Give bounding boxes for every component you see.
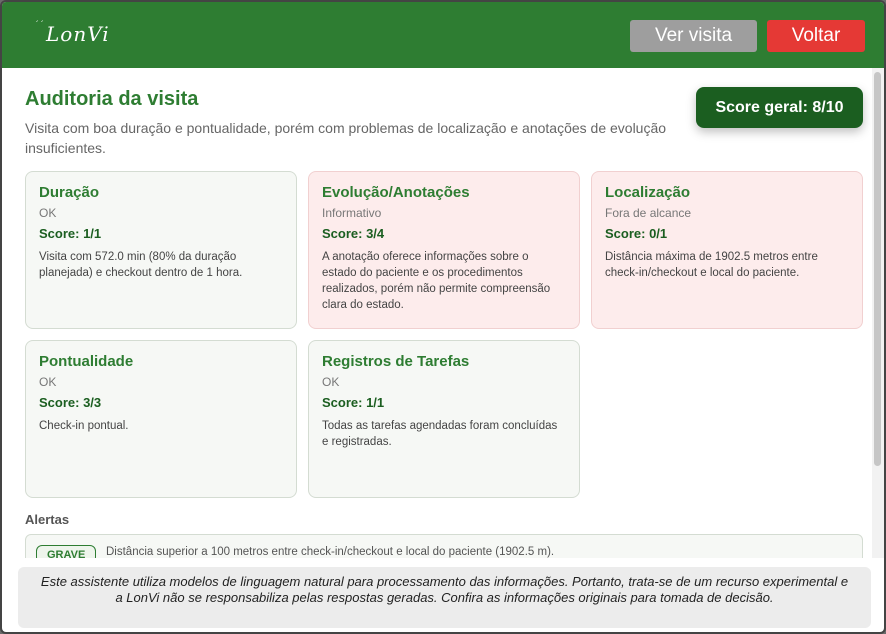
card-status: Informativo xyxy=(322,206,382,220)
card-score: Score: 1/1 xyxy=(39,226,102,241)
card-description: Check-in pontual. xyxy=(39,420,129,432)
score-geral-badge: Score geral: 8/10 xyxy=(696,87,863,128)
alertas-heading: Alertas xyxy=(25,512,70,527)
card-score: Score: 3/4 xyxy=(322,226,385,241)
card-title: Localização xyxy=(605,184,691,201)
card-status: Fora de alcance xyxy=(605,206,692,220)
card-title: Pontualidade xyxy=(39,353,134,370)
logo-text: LonVi xyxy=(46,22,110,46)
card-localizacao xyxy=(591,171,863,329)
page-title: Auditoria da visita xyxy=(25,88,199,110)
page-subtitle: Visita com boa duração e pontualidade, porém com problemas de localização e anotações de evolução insuficientes. xyxy=(25,120,667,156)
scrollbar-thumb[interactable] xyxy=(874,72,881,466)
card-description: Visita com 572.0 min (80% da duração planejada) e checkout dentro de 1 hora. xyxy=(39,251,243,279)
card-status: OK xyxy=(322,375,340,389)
disclaimer-footer: Este assistente utiliza modelos de linguagem natural para processamento das informações. Portanto, trata-se de um recurso experimental e a LonVi não se responsabiliza pelas respostas geradas. Confira as informações originais para tomada de decisão. xyxy=(18,567,871,628)
top-bar xyxy=(2,2,884,68)
severity-badge: GRAVE xyxy=(36,545,96,558)
card-title: Evolução/Anotações xyxy=(322,184,470,201)
voltar-button[interactable]: Voltar xyxy=(767,20,865,52)
lonvi-logo xyxy=(36,22,110,46)
ver-visita-button[interactable]: Ver visita xyxy=(630,20,757,52)
card-duracao xyxy=(25,171,297,329)
card-title: Duração xyxy=(39,184,100,201)
card-score: Score: 3/3 xyxy=(39,395,102,410)
card-status: OK xyxy=(39,206,57,220)
card-registros-de-tarefas xyxy=(308,340,580,498)
card-evolucao-anotacoes xyxy=(308,171,580,329)
card-description: A anotação oferece informações sobre o estado do paciente e os procedimentos realizados, porém não permite compreensão clara do estado. xyxy=(322,251,551,311)
card-description: Distância máxima de 1902.5 metros entre check-in/checkout e local do paciente. xyxy=(605,251,818,279)
card-score: Score: 1/1 xyxy=(322,395,385,410)
card-pontualidade xyxy=(25,340,297,498)
card-score: Score: 0/1 xyxy=(605,226,668,241)
card-description: Todas as tarefas agendadas foram concluídas e registradas. xyxy=(322,420,558,448)
audit-content xyxy=(2,68,872,558)
alert-text: Distância superior a 100 metros entre check-in/checkout e local do paciente (1902.5 m). xyxy=(106,546,555,558)
alert-item xyxy=(25,534,863,558)
card-title: Registros de Tarefas xyxy=(322,353,470,370)
logo-mark: ´´ xyxy=(34,20,44,30)
card-status: OK xyxy=(39,375,57,389)
